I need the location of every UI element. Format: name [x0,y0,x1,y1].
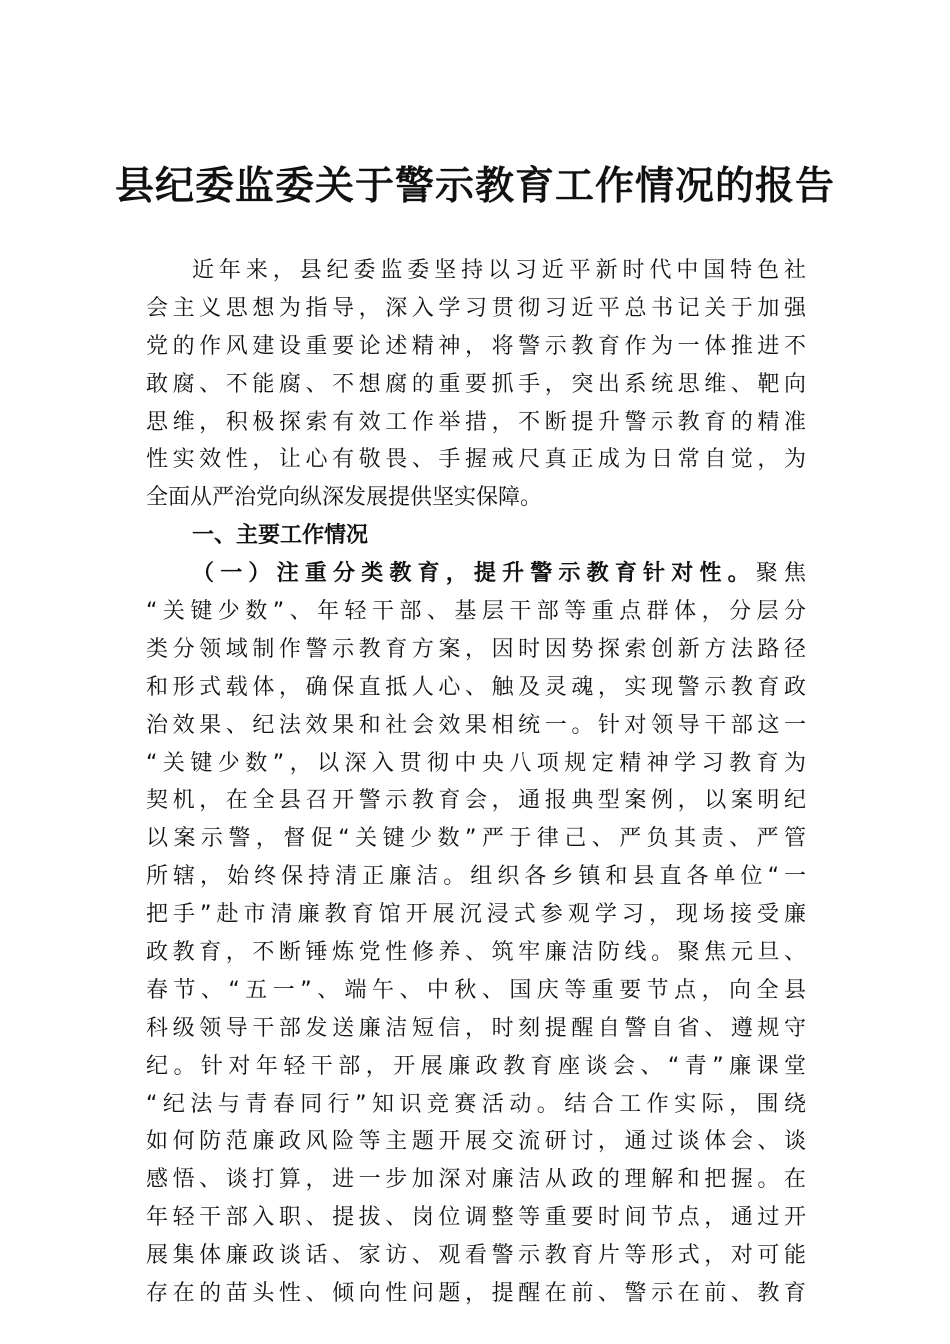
body-line: 春节、“五一”、端午、中秋、国庆等重要节点，向全县 [146,977,806,1003]
body-line: 科级领导干部发送廉洁短信，时刻提醒自警自省、遵规守 [146,1015,806,1041]
body-line: 和形式载体，确保直抵人心、触及灵魂，实现警示教育政 [146,674,806,700]
intro-line: 近年来，县纪委监委坚持以习近平新时代中国特色社 [192,258,806,283]
body-line: 如何防范廉政风险等主题开展交流研讨，通过谈体会、谈 [146,1129,806,1155]
body-line: 纪。针对年轻干部，开展廉政教育座谈会、“青”廉课堂 [146,1053,806,1079]
body-line: 展集体廉政谈话、家访、观看警示教育片等形式，对可能 [146,1243,806,1269]
body-line: “关键少数”，以深入贯彻中央八项规定精神学习教育为 [146,750,806,776]
body-line: “纪法与青春同行”知识竞赛活动。结合工作实际，围绕 [146,1091,806,1117]
intro-line: 会主义思想为指导，深入学习贯彻习近平总书记关于加强 [146,295,806,321]
body-line: 政教育，不断锤炼党性修养、筑牢廉洁防线。聚焦元旦、 [146,940,806,966]
body-line: 存在的苗头性、倾向性问题，提醒在前、警示在前、教育 [146,1281,806,1307]
subsection-first-line [146,555,806,593]
body-line: 治效果、纪法效果和社会效果相统一。针对领导干部这一 [146,712,806,738]
body-line: 把手”赴市清廉教育馆开展沉浸式参观学习，现场接受廉 [146,902,806,928]
body-line: 类分领域制作警示教育方案，因时因势探索创新方法路径 [146,636,806,662]
body-line: 以案示警，督促“关键少数”严于律己、严负其责、严管 [146,826,806,852]
intro-line: 全面从严治党向纵深发展提供坚实保障。 [146,485,543,511]
subsection-heading: （一）注重分类教育，提升警示教育针对性。 [192,561,756,587]
section-heading: 一、主要工作情况 [192,523,369,549]
body-line: 感悟、谈打算，进一步加深对廉洁从政的理解和把握。在 [146,1167,806,1193]
intro-line: 敢腐、不能腐、不想腐的重要抓手，突出系统思维、靶向 [146,371,806,397]
document-title: 县纪委监委关于警示教育工作情况的报告 [114,163,835,209]
body-line: 所辖，始终保持清正廉洁。组织各乡镇和县直各单位“一 [146,864,806,890]
intro-line: 思维，积极探索有效工作举措，不断提升警示教育的精准 [146,409,806,435]
document-body [146,252,806,1313]
body-line: 契机，在全县召开警示教育会，通报典型案例，以案明纪 [146,788,806,814]
body-line: “关键少数”、年轻干部、基层干部等重点群体，分层分 [146,599,806,625]
intro-line: 党的作风建设重要论述精神，将警示教育作为一体推进不 [146,333,806,359]
subsection-first-line-rest: 聚焦 [755,561,806,587]
intro-line: 性实效性，让心有敬畏、手握戒尺真正成为日常自觉，为 [146,447,806,473]
body-line: 年轻干部入职、提拔、岗位调整等重要时间节点，通过开 [146,1205,806,1231]
